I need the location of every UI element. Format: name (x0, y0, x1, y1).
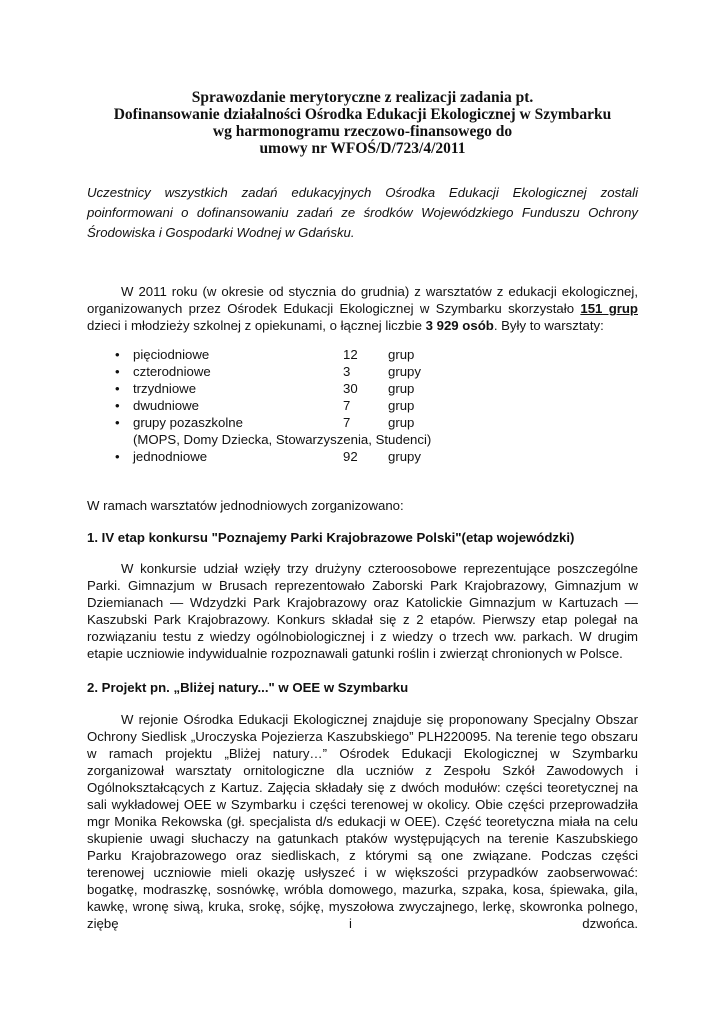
workshop-count: 92 (343, 449, 358, 464)
summary-paragraph (87, 283, 638, 334)
people-count: 3 929 osób (425, 318, 494, 333)
workshop-type: jednodniowe (133, 449, 208, 464)
list-item (87, 448, 487, 465)
workshop-type: grupy pozaszkolne (133, 415, 243, 430)
intro-paragraph: Uczestnicy wszystkich zadań edukacyjnych Ośrodka Edukacji Ekologicznej zostali poinformowani o dofinansowaniu zadań ze środków Wojewódzkiego Funduszu Ochrony Środowiska i Gospodarki Wodnej w Gdańsku. (87, 185, 638, 240)
list-item (87, 397, 487, 414)
workshop-type: trzydniowe (133, 381, 197, 396)
document-title (87, 89, 638, 157)
title-line: Sprawozdanie merytoryczne z realizacji zadania pt. (191, 89, 534, 106)
title-line: umowy nr WFOŚ/D/723/4/2011 (259, 140, 466, 157)
section-heading: 2. Projekt pn. „Bliżej natury..." w OEE w Szymbarku (87, 680, 409, 695)
title-line: wg harmonogramu rzeczowo-finansowego do (212, 123, 513, 140)
list-item (87, 363, 487, 380)
title-line: Dofinansowanie działalności Ośrodka Edukacji Ekologicznej w Szymbarku (113, 106, 612, 123)
workshop-type: czterodniowe (133, 364, 211, 379)
bullet-icon: • (115, 415, 120, 430)
workshop-count: 12 (343, 347, 358, 362)
bullet-icon: • (115, 347, 120, 362)
workshop-count: 30 (343, 381, 358, 396)
workshop-unit: grup (388, 347, 415, 362)
workshop-count: 7 (343, 398, 351, 413)
one-day-intro: W ramach warsztatów jednodniowych zorganizowano: (87, 498, 404, 513)
list-item (87, 380, 487, 397)
summary-text: W 2011 roku (w okresie od stycznia do grudnia) z warsztatów z edukacji ekologicznej, organizowanych przez Ośrodek Edukacji Ekologicznej w Szymbarku skorzystało (87, 284, 638, 316)
workshop-unit: grup (388, 398, 415, 413)
workshop-unit: grupy (388, 364, 421, 379)
list-item (87, 346, 487, 363)
bullet-icon: • (115, 398, 120, 413)
workshop-type: dwudniowe (133, 398, 199, 413)
bullet-icon: • (115, 381, 120, 396)
workshop-note: (MOPS, Domy Dziecka, Stowarzyszenia, Studenci) (133, 432, 432, 447)
workshop-unit: grup (388, 381, 415, 396)
bullet-icon: • (115, 449, 120, 464)
workshop-count: 3 (343, 364, 351, 379)
list-item-note (87, 431, 487, 448)
workshop-count: 7 (343, 415, 351, 430)
workshop-type: pięciodniowe (133, 347, 210, 362)
section-paragraph: W konkursie udział wzięły trzy drużyny czteroosobowe reprezentujące poszczególne Parki. Gimnazjum w Brusach reprezentowało Zaborski Park Krajobrazowy, Gimnazjum w Dziemianach — Wdzydzki Park Krajobrazowy oraz Katolickie Gimnazjum w Kartuzach — Kaszubski Park Krajobrazowy. Konkurs składał się z 2 etapów. Pierwszy etap polegał na rozwiązaniu testu z wiedzy ogólnobiologicznej i z wiedzy o trzech ww. parkach. W drugim etapie uczniowie indywidualnie rozpoznawali gatunki roślin i zwierząt chronionych w Polsce. (87, 561, 638, 661)
workshop-unit: grup (388, 415, 415, 430)
workshop-list (87, 346, 487, 465)
section-heading: 1. IV etap konkursu "Poznajemy Parki Krajobrazowe Polski"(etap wojewódzki) (87, 530, 575, 545)
summary-text: . Były to warsztaty: (493, 318, 604, 333)
groups-count: 151 grup (580, 301, 638, 316)
section-paragraph: W rejonie Ośrodka Edukacji Ekologicznej znajduje się proponowany Specjalny Obszar Ochrony Siedlisk „Uroczyska Pojezierza Kaszubskiego” PLH220095. Na terenie tego obszaru w ramach projektu „Bliżej natury…” Ośrodek Edukacji Ekologicznej w Szymbarku zorganizował warsztaty ornitologiczne dla uczniów z Zespołu Szkół Zawodowych i Ogólnokształcących z Kartuz. Zajęcia składały się z dwóch modułów: części teoretycznej na sali wykładowej OEE w Szymbarku i części terenowej w okolicy. Obie części przeprowadziła mgr Monika Rekowska (gł. specjalista d/s edukacji w OEE). Część teoretyczna miała na celu skupienie uwagi słuchaczy na gatunkach ptaków występujących na terenie Kaszubskiego Parku Krajobrazowego oraz siedliskach, z którymi są one związane. Podczas części terenowej uczniowie mieli okazję usłyszeć i w większości przypadków zaobserwować: bogatkę, modraszkę, sosnówkę, wróbla domowego, mazurka, szpaka, kosa, śpiewaka, gila, kawkę, wronę siwą, kruka, srokę, sójkę, myszołowa zwyczajnego, lerkę, skowronka polnego, ziębę i dzwońca. (87, 712, 638, 931)
bullet-icon: • (115, 364, 120, 379)
summary-text: dzieci i młodzieży szkolnej z opiekunami, o łącznej liczbie (87, 318, 426, 333)
list-item (87, 414, 487, 431)
workshop-unit: grupy (388, 449, 421, 464)
